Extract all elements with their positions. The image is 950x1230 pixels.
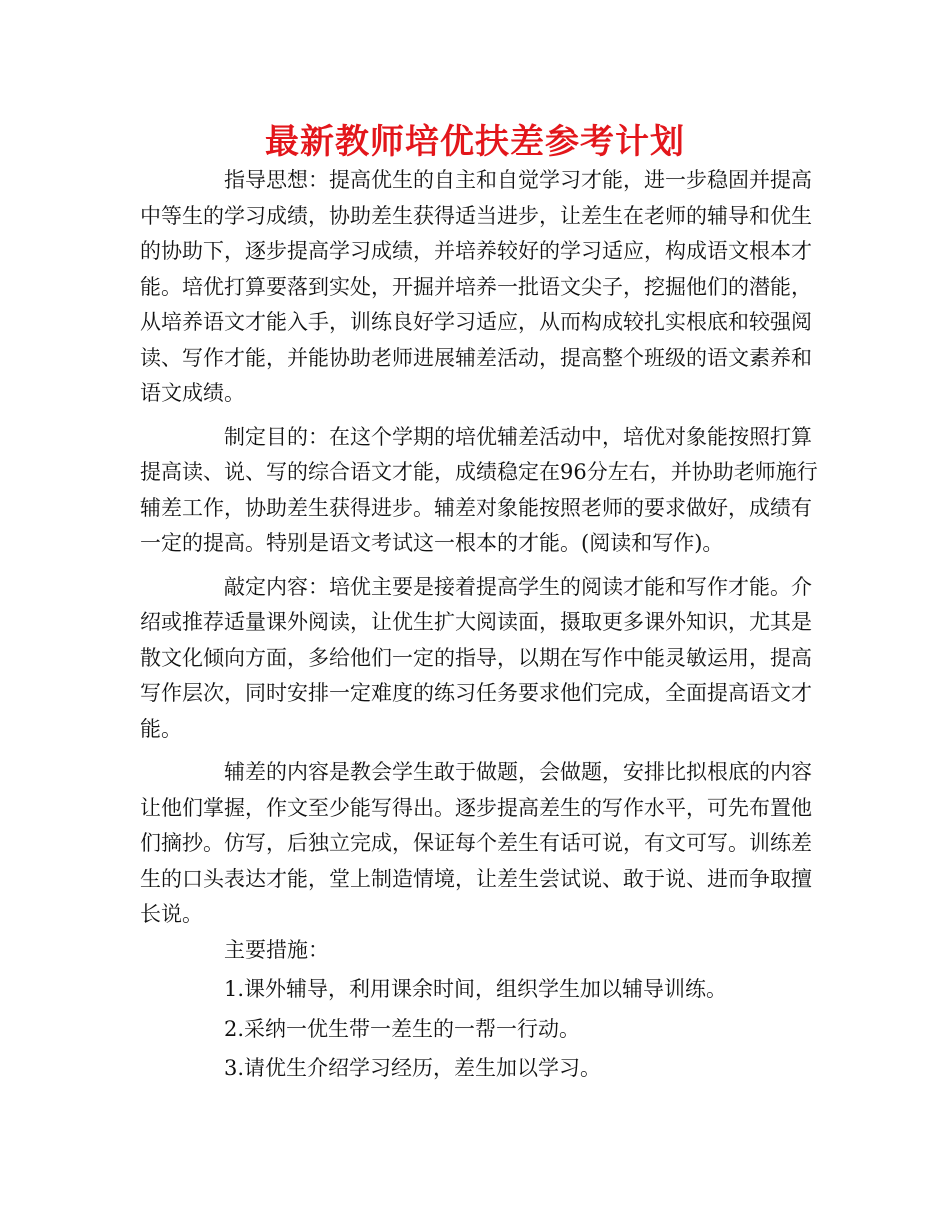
paragraph-remedial-content: 辅差的内容是教会学生敢于做题，会做题，安排比拟根底的内容让他们掌握，作文至少能写得出。逐步提高差生的写作水平，可先布置他们摘抄。仿写，后独立完成，保证每个差生有话可说，有文可写。训练差生的口头表达才能，堂上制造情境，让差生尝试说、敢于说、进而争取擅长说。: [140, 760, 812, 926]
document-body: [140, 163, 830, 1087]
document-title: 最新教师培优扶差参考计划: [265, 122, 685, 162]
measures-heading: 主要措施：: [224, 937, 329, 962]
measure-item: 1.课外辅导，利用课余时间，组织学生加以辅导训练。: [224, 977, 728, 1001]
paragraph-guiding-thought: 指导思想：提高优生的自主和自觉学习才能，进一步稳固并提高中等生的学习成绩，协助差生获得适当进步，让差生在老师的辅导和优生的协助下，逐步提高学习成绩，并培养较好的学习适应，构成语文根本才能。培优打算要落到实处，开掘并培养一批语文尖子，挖掘他们的潜能，从培养语文才能入手，训练良好学习适应，从而构成较扎实根底和较强阅读、写作才能，并能协助老师进展辅差活动，提高整个班级的语文素养和语文成绩。: [140, 168, 812, 405]
measure-item: 2.采纳一优生带一差生的一帮一行动。: [224, 1016, 581, 1041]
measure-item: 3.请优生介绍学习经历，差生加以学习。: [224, 1056, 602, 1080]
paragraph-goals: 制定目的：在这个学期的培优辅差活动中，培优对象能按照打算提高读、说、写的综合语文才能，成绩稳定在96分左右，并协助老师施行辅差工作，协助差生获得进步。辅差对象能按照老师的要求做好，成绩有一定的提高。特别是语文考试这一根本的才能。(阅读和写作)。: [140, 424, 818, 555]
paragraph-content: 敲定内容：培优主要是接着提高学生的阅读才能和写作才能。介绍或推荐适量课外阅读，让优生扩大阅读面，摄取更多课外知识，尤其是散文化倾向方面，多给他们一定的指导，以期在写作中能灵敏运用，提高写作层次，同时安排一定难度的练习任务要求他们完成，全面提高语文才能。: [140, 574, 812, 741]
